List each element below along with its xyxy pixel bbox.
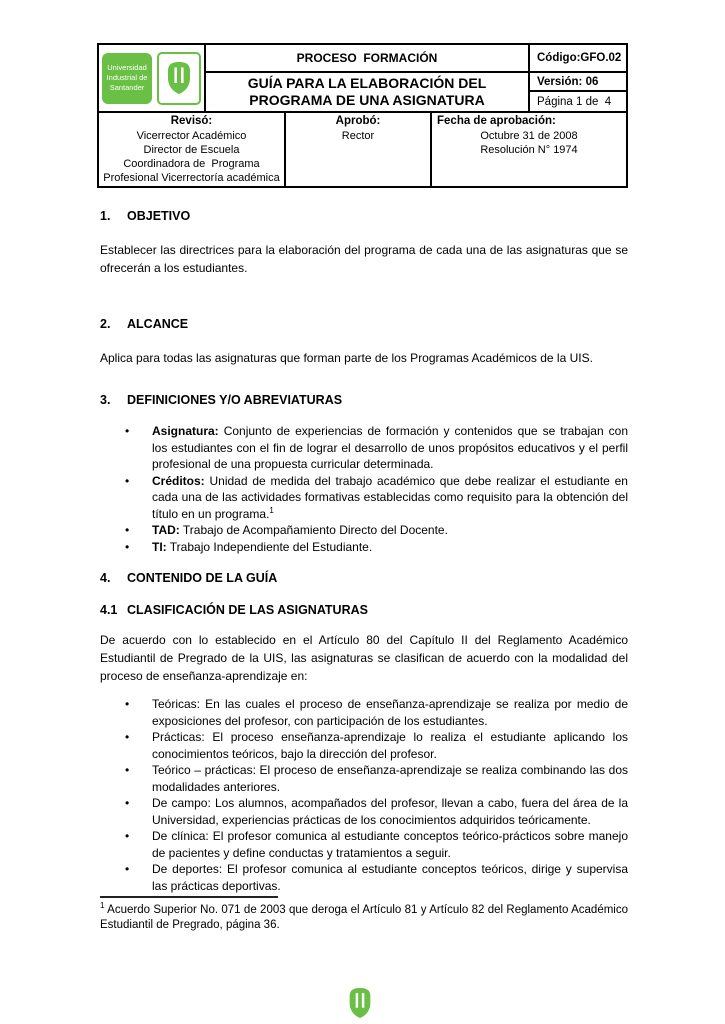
section-title: ALCANCE: [127, 317, 189, 331]
section-heading-definiciones: [100, 391, 628, 409]
header-table: [97, 43, 628, 188]
section-number: 2.: [100, 317, 111, 331]
definition-text: Unidad de medida del trabajo académico que debe realizar el estudiante en cada una de las actividades formativas establecidas como requisito para la obtención del título en un programa.: [152, 473, 628, 521]
document-title: [206, 73, 528, 111]
document-body: [100, 207, 628, 894]
section-number: 3.: [100, 393, 111, 407]
version-label: Versión: 06: [528, 73, 626, 92]
footnote-separator: [100, 896, 278, 898]
section-heading-alcance: [100, 315, 628, 333]
logo-cell: [99, 45, 206, 111]
definitions-list: [100, 423, 628, 555]
section-title: CONTENIDO DE LA GUÍA: [127, 571, 278, 585]
org-line: Industrial de: [106, 73, 148, 82]
list-item: • Teóricas: En las cuales el proceso de enseñanza-aprendizaje se realiza por medio de exposiciones del profesor, con participación de los estudiantes.: [152, 696, 628, 729]
list-item: • Prácticas: El proceso enseñanza-aprendizaje lo realiza el estudiante aplicando los conocimientos teóricos, bajo la dirección del profesor.: [152, 729, 628, 762]
footnote: [100, 896, 628, 933]
reviewed-by-line: Vicerrector Académico: [136, 130, 247, 142]
footnote-marker: 1: [100, 901, 105, 911]
reviewed-by-label: Revisó:: [170, 115, 213, 127]
list-item: [152, 473, 628, 523]
process-label: PROCESO FORMACIÓN: [206, 45, 528, 73]
approval-date-line: Octubre 31 de 2008: [480, 130, 578, 142]
document-title-line2: PROGRAMA DE UNA ASIGNATURA: [249, 92, 485, 108]
definition-term: TAD:: [152, 523, 180, 537]
approval-date-label: Fecha de aprobación:: [437, 115, 556, 127]
reviewed-by-cell: [99, 113, 284, 186]
uis-shield-icon: [157, 52, 201, 105]
definition-term: Créditos:: [152, 473, 205, 488]
list-item: [152, 522, 628, 539]
classification-list: [100, 696, 628, 894]
reviewed-by-line: Director de Escuela: [143, 144, 240, 156]
approved-by-line: Rector: [341, 130, 375, 142]
org-line: Universidad: [107, 63, 147, 72]
document-title-line1: GUÍA PARA LA ELABORACIÓN DEL: [247, 75, 487, 91]
list-item: • De clínica: El profesor comunica al estudiante conceptos teórico-prácticos sobre manejo de pacientes y define conductas y tratamientos a seguir.: [152, 828, 628, 861]
approval-date-line: Resolución N° 1974: [480, 144, 578, 156]
definition-term: TI:: [152, 539, 167, 554]
reviewed-by-line: Coordinadora de Programa: [123, 158, 260, 170]
section-heading-clasificacion: [100, 601, 628, 619]
definition-text: Trabajo Independiente del Estudiante.: [169, 539, 373, 554]
footnote-body: Acuerdo Superior No. 071 de 2003 que deroga el Artículo 81 y Artículo 82 del Reglamento Académico Estudiantil de Pregrado, página 36.: [100, 904, 628, 931]
list-item: • De campo: Los alumnos, acompañados del profesor, llevan a cabo, fuera del área de la Universidad, experiencias prácticas de los conocimientos adquiridos teóricamente.: [152, 795, 628, 828]
reviewed-by-line: Profesional Vicerrectoría académica: [103, 172, 280, 184]
section-heading-contenido: [100, 569, 628, 587]
next-page-logo-peek-icon: [347, 987, 373, 1024]
section-heading-objetivo: [100, 207, 628, 225]
code-label: Código:GFO.02: [528, 45, 626, 73]
uis-wordmark-box: [102, 53, 152, 104]
paragraph-alcance: Aplica para todas las asignaturas que forman parte de los Programas Académicos de la UIS.: [100, 351, 593, 365]
footnote-text: [100, 903, 628, 933]
section-title: OBJETIVO: [127, 209, 191, 223]
approved-by-label: Aprobó:: [335, 115, 381, 127]
list-item: [152, 423, 628, 473]
page-number-label: Página 1 de 4: [528, 92, 626, 111]
approval-date-cell: [430, 113, 626, 186]
footnote-reference: 1: [269, 505, 274, 515]
section-number: 4.: [100, 571, 111, 585]
section-title: CLASIFICACIÓN DE LAS ASIGNATURAS: [127, 603, 368, 617]
definition-term: Asignatura:: [152, 424, 219, 438]
list-item: • Teórico – prácticas: El proceso de enseñanza-aprendizaje se realiza combinando las dos modalidades anteriores.: [152, 762, 628, 795]
definition-text: Trabajo de Acompañamiento Directo del Docente.: [182, 523, 448, 537]
section-title: DEFINICIONES Y/O ABREVIATURAS: [127, 393, 343, 407]
section-number: 1.: [100, 209, 111, 223]
list-item: [152, 539, 628, 556]
org-line: Santander: [109, 83, 145, 92]
paragraph-clasificacion: De acuerdo con lo establecido en el Artículo 80 del Capítulo II del Reglamento Académico Estudiantil de Pregrado de la UIS, las asignaturas se clasifican de acuerdo con la modalidad del proceso de enseñanza-aprendizaje en:: [100, 633, 628, 683]
definition-text: Conjunto de experiencias de formación y contenidos que se trabajan con los estudiantes con el fin de lograr el desarrollo de unos propósitos educativos y el perfil profesional de una propuesta curricular determinada.: [152, 424, 628, 471]
approved-by-cell: [284, 113, 430, 186]
list-item: • De deportes: El profesor comunica al estudiante conceptos teóricos, dirige y supervisa las prácticas deportivas.: [152, 861, 628, 894]
paragraph-objetivo: Establecer las directrices para la elaboración del programa de cada una de las asignaturas que se ofrecerán a los estudiantes.: [100, 243, 628, 275]
section-number: 4.1: [100, 603, 118, 617]
